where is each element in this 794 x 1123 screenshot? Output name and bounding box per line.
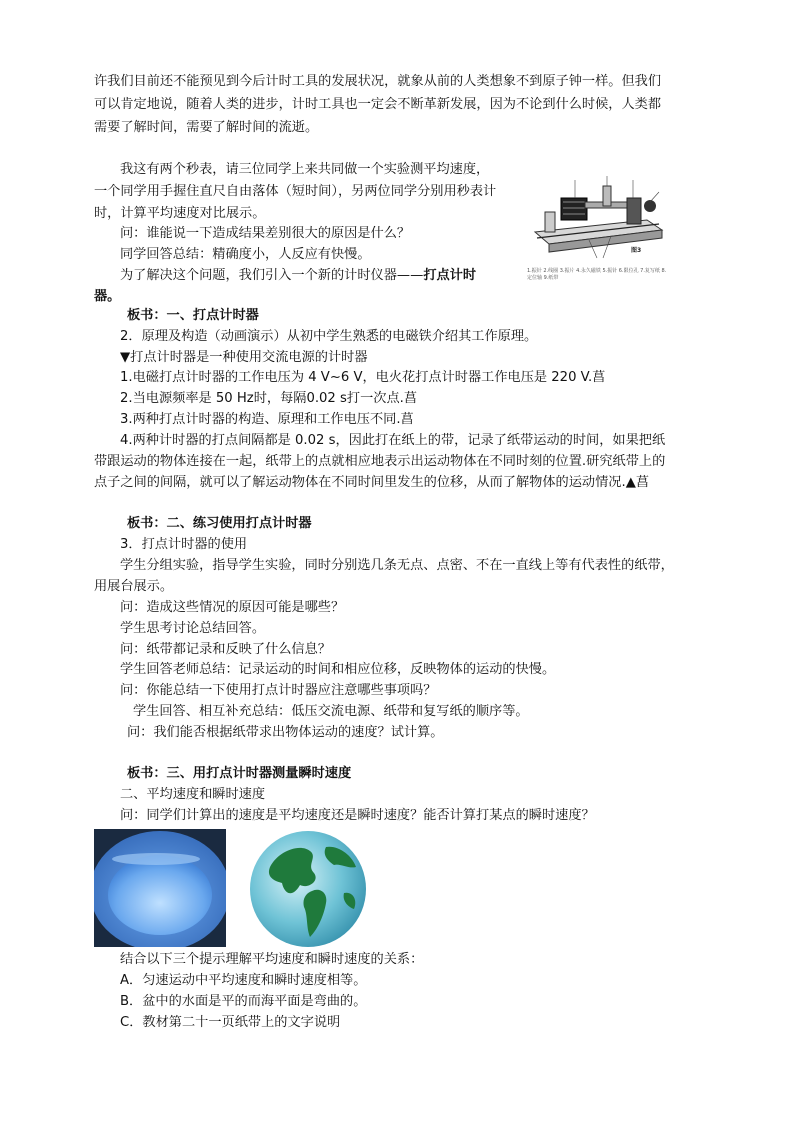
section-2-line-6: 问：纸带都记录和反映了什么信息？	[120, 642, 331, 657]
section-2-line-2: 学生分组实验，指导学生实验，同时分别选几条无点、点密、不在一直线上等有代表性的纸带，	[120, 558, 674, 573]
section-1-line-5: 3.两种打点计时器的构造、原理和工作电压不同.菖	[120, 412, 414, 427]
figure-caption: 1.振针 2.线圈 3.振片 4.永久磁铁 5.振针 6.限位孔 7.复写纸 8.定位轴 9.纸带	[527, 268, 667, 281]
section-2-line-7: 学生回答老师总结：记录运动的时间和相应位移，反映物体的运动的快慢。	[120, 662, 556, 677]
section-2-line-3: 用展台展示。	[94, 579, 174, 594]
experiment-line-3: 时，计算平均速度对比展示。	[94, 206, 266, 221]
earth-globe-image	[248, 829, 368, 949]
intro-line-3: 需要了解时间，需要了解时间的流逝。	[94, 120, 319, 135]
intro-instrument-bold: 打点计时	[423, 268, 477, 283]
figure-label: 图3	[631, 247, 642, 254]
experiment-line-2: 一个同学用手握住直尺自由落体（短时间），另两位同学分别用秒表计	[94, 184, 497, 199]
section-2-line-5: 学生思考讨论总结回答。	[120, 621, 266, 636]
section-1-line-8: 点子之间的间隔，就可以了解运动物体在不同时间里发生的位移，从而了解物体的运动情况.▲菖	[94, 475, 650, 490]
section-1-line-3: 1.电磁打点计时器的工作电压为 4 V~6 V，电火花打点计时器工作电压是 220 V.菖	[120, 370, 606, 385]
section-2-line-8: 问：你能总结一下使用打点计时器应注意哪些事项吗？	[120, 683, 437, 698]
section-2-line-4: 问：造成这些情况的原因可能是哪些？	[120, 600, 345, 615]
section-1-line-4: 2.当电源频率是 50 Hz时，每隔0.02 s打一次点.菖	[120, 391, 418, 406]
section-1-line-7: 带跟运动的物体连接在一起，纸带上的点就相应地表示出运动物体在不同时刻的位置.研究纸带上的	[94, 454, 666, 469]
intro-instrument-text: 为了解决这个问题，我们引入一个新的计时仪器——	[120, 268, 424, 283]
intro-instrument-line	[120, 266, 476, 286]
ticker-timer-figure	[527, 172, 667, 294]
hints-intro: 结合以下三个提示理解平均速度和瞬时速度的关系：	[120, 952, 424, 967]
water-basin-image	[94, 829, 226, 947]
globe-drawing	[248, 829, 368, 949]
section-3-heading: 板书：三、用打点计时器测量瞬时速度	[127, 766, 352, 781]
hint-c: C．教材第二十一页纸带上的文字说明	[120, 1015, 341, 1030]
section-2-line-1: 3．打点计时器的使用	[120, 537, 248, 552]
answer-line: 同学回答总结：精确度小，人反应有快慢。	[120, 247, 371, 262]
intro-instrument-end: 器。	[94, 289, 121, 304]
question-line: 问：谁能说一下造成结果差别很大的原因是什么？	[120, 226, 411, 241]
section-1-line-6: 4.两种计时器的打点间隔都是 0.02 s，因此打在纸上的带，记录了纸带运动的时间，如果把纸	[120, 433, 666, 448]
section-3-line-1: 二、平均速度和瞬时速度	[120, 787, 266, 802]
section-1-line-2: ▼打点计时器是一种使用交流电源的计时器	[120, 350, 368, 365]
section-1-line-1: 2．原理及构造（动画演示）从初中学生熟悉的电磁铁介绍其工作原理。	[120, 329, 538, 344]
section-3-line-2: 问：同学们计算出的速度是平均速度还是瞬时速度？能否计算打某点的瞬时速度？	[120, 808, 595, 823]
basin-drawing	[94, 829, 226, 947]
section-2-line-10: 问：我们能否根据纸带求出物体运动的速度？试计算。	[127, 725, 444, 740]
section-2-heading: 板书：二、练习使用打点计时器	[127, 516, 312, 531]
hint-a: A．匀速运动中平均速度和瞬时速度相等。	[120, 973, 367, 988]
hint-b: B．盆中的水面是平的而海平面是弯曲的。	[120, 994, 367, 1009]
experiment-line-1: 我这有两个秒表，请三位同学上来共同做一个实验测平均速度，	[120, 162, 490, 177]
intro-line-1: 许我们目前还不能预见到今后计时工具的发展状况，就象从前的人类想象不到原子钟一样。但我们	[94, 74, 662, 89]
section-1-heading: 板书：一、打点计时器	[127, 308, 259, 323]
intro-line-2: 可以肯定地说，随着人类的进步，计时工具也一定会不断革新发展，因为不论到什么时候，人类都	[94, 97, 662, 112]
section-2-line-9: 学生回答、相互补充总结：低压交流电源、纸带和复写纸的顺序等。	[133, 704, 529, 719]
